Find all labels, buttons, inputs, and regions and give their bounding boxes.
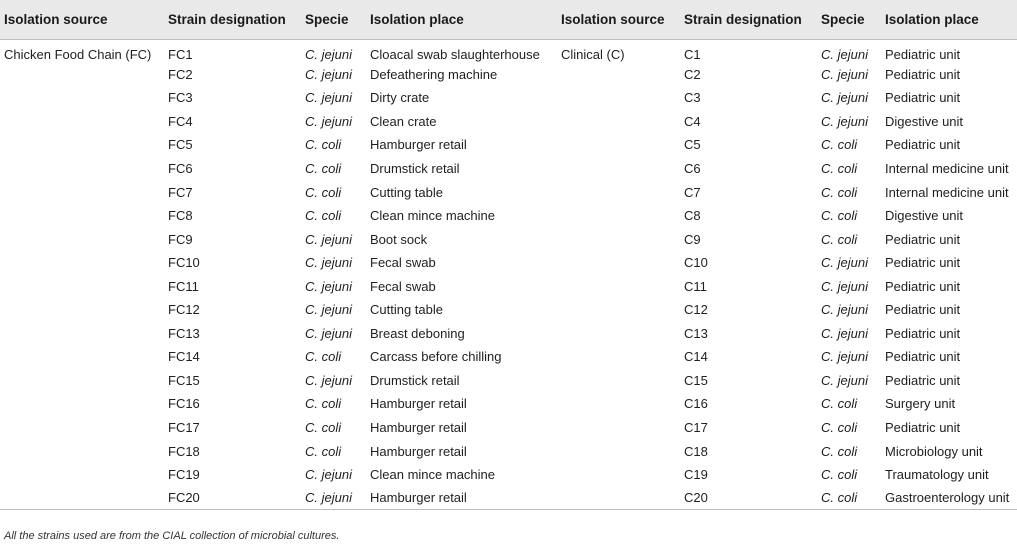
fc-specie-cell: C. jejuni	[305, 66, 352, 82]
fc-isolation-source-cell	[0, 274, 164, 298]
c-place-cell: Pediatric unit	[885, 66, 961, 82]
c-specie-cell: C. jejuni	[821, 255, 868, 271]
c-place-cell: Pediatric unit	[885, 90, 961, 106]
c-specie-cell: C. coli	[817, 486, 881, 510]
c-isolation-source-cell	[557, 322, 680, 346]
fc-strain-cell: FC18	[168, 443, 200, 459]
c-isolation-source-cell: Clinical (C)	[561, 47, 625, 63]
fc-strain-cell: FC10	[168, 255, 200, 271]
header-isolation-source-c: Isolation source	[557, 0, 680, 39]
c-specie-cell: C. jejuni	[821, 325, 868, 341]
fc-specie-cell: C. jejuni	[305, 325, 352, 341]
table-row	[0, 86, 1017, 110]
header-strain-designation-fc: Strain designation	[164, 0, 301, 39]
header-isolation-source-fc: Isolation source	[0, 0, 164, 39]
table-row	[0, 463, 1017, 487]
c-isolation-source-cell	[557, 439, 680, 463]
fc-specie-cell: C. jejuni	[305, 467, 352, 483]
fc-specie-cell: C. jejuni	[305, 372, 352, 388]
c-isolation-source-cell	[557, 463, 680, 487]
table-row	[0, 157, 1017, 181]
c-place-cell: Internal medicine unit	[885, 161, 1009, 176]
fc-isolation-source-cell	[0, 463, 164, 487]
fc-place-cell: Fecal swab	[370, 278, 436, 294]
c-isolation-source-cell	[557, 416, 680, 440]
fc-specie-cell: C. coli	[305, 396, 342, 412]
c-place-cell: Pediatric unit	[885, 255, 961, 271]
c-place-cell: Internal medicine unit	[885, 184, 1009, 200]
table-header	[0, 0, 1017, 39]
c-specie-cell: C. jejuni	[821, 278, 868, 294]
fc-strain-cell: FC8	[168, 208, 193, 224]
fc-specie-cell: C. jejuni	[305, 302, 352, 318]
c-strain-cell: C16	[684, 396, 708, 412]
c-strain-cell: C8	[684, 208, 701, 224]
c-strain-cell: C10	[684, 255, 708, 271]
table-body	[0, 39, 1017, 510]
fc-strain-cell: FC20	[164, 486, 301, 510]
c-specie-cell: C. jejuni	[821, 372, 868, 388]
fc-place-cell: Carcass before chilling	[370, 349, 502, 365]
fc-place-cell: Hamburger retail	[370, 396, 467, 412]
fc-specie-cell: C. jejuni	[305, 47, 352, 63]
fc-isolation-source-cell	[0, 439, 164, 463]
fc-strain-cell: FC14	[168, 349, 200, 365]
fc-isolation-source-cell	[0, 322, 164, 346]
c-specie-cell: C. coli	[821, 420, 858, 436]
c-specie-cell: C. coli	[821, 208, 858, 224]
c-strain-cell: C18	[684, 443, 708, 459]
c-strain-cell: C2	[684, 66, 701, 82]
table-row	[0, 110, 1017, 134]
c-strain-cell: C19	[684, 467, 708, 483]
table-row	[0, 251, 1017, 275]
c-strain-cell: C13	[684, 325, 708, 341]
fc-strain-cell: FC5	[168, 137, 193, 153]
c-place-cell: Pediatric unit	[885, 325, 961, 341]
c-place-cell: Digestive unit	[885, 208, 964, 224]
fc-strain-cell: FC4	[168, 113, 193, 129]
fc-isolation-source-cell	[0, 227, 164, 251]
table-row	[0, 345, 1017, 369]
c-specie-cell: C. coli	[821, 161, 858, 176]
table-row	[0, 274, 1017, 298]
c-isolation-source-cell	[557, 298, 680, 322]
fc-strain-cell: FC19	[168, 467, 200, 483]
fc-place-cell: Fecal swab	[370, 255, 436, 271]
c-strain-cell: C14	[684, 349, 708, 365]
c-isolation-source-cell	[557, 133, 680, 157]
c-specie-cell: C. jejuni	[821, 349, 868, 365]
fc-specie-cell: C. coli	[305, 184, 342, 200]
table-row	[0, 439, 1017, 463]
table-footnote: All the strains used are from the CIAL collection of microbial cultures.	[4, 530, 340, 542]
fc-isolation-source-cell	[0, 110, 164, 134]
header-specie-c: Specie	[817, 0, 881, 39]
fc-specie-cell: C. jejuni	[301, 486, 366, 510]
c-strain-cell: C5	[684, 137, 701, 153]
fc-specie-cell: C. coli	[305, 161, 342, 176]
fc-strain-cell: FC11	[168, 278, 199, 294]
fc-isolation-source-cell	[0, 63, 164, 87]
c-isolation-source-cell	[557, 180, 680, 204]
fc-place-cell: Hamburger retail	[370, 137, 467, 153]
fc-isolation-source-cell	[0, 486, 164, 510]
fc-isolation-source-cell	[0, 180, 164, 204]
fc-isolation-source-cell	[0, 157, 164, 181]
fc-place-cell: Clean mince machine	[370, 208, 496, 224]
c-place-cell: Gastroenterology unit	[881, 486, 1017, 510]
fc-isolation-source-cell	[0, 345, 164, 369]
fc-place-cell: Drumstick retail	[370, 161, 460, 176]
header-isolation-place-c: Isolation place	[881, 0, 1017, 39]
c-specie-cell: C. jejuni	[821, 66, 868, 82]
header-strain-designation-c: Strain designation	[680, 0, 817, 39]
fc-specie-cell: C. coli	[305, 137, 342, 153]
fc-strain-cell: FC3	[168, 90, 193, 106]
c-specie-cell: C. coli	[821, 443, 858, 459]
c-isolation-source-cell	[557, 227, 680, 251]
fc-place-cell: Hamburger retail	[366, 486, 557, 510]
table-row	[0, 486, 1017, 510]
c-strain-cell: C3	[684, 90, 701, 106]
c-strain-cell: C12	[684, 302, 708, 318]
c-strain-cell: C9	[684, 231, 701, 247]
fc-specie-cell: C. jejuni	[305, 255, 352, 271]
header-specie-fc: Specie	[301, 0, 366, 39]
table-row	[0, 322, 1017, 346]
table-row	[0, 369, 1017, 393]
fc-strain-cell: FC12	[168, 302, 200, 318]
c-place-cell: Pediatric unit	[885, 349, 961, 365]
fc-strain-cell: FC17	[168, 420, 200, 436]
fc-strain-cell: FC7	[168, 184, 193, 200]
fc-specie-cell: C. jejuni	[305, 90, 352, 106]
fc-place-cell: Breast deboning	[370, 325, 465, 341]
c-specie-cell: C. jejuni	[821, 113, 868, 129]
c-isolation-source-cell	[557, 63, 680, 87]
c-strain-cell: C15	[684, 372, 708, 388]
c-isolation-source-cell	[557, 110, 680, 134]
c-specie-cell: C. coli	[821, 137, 858, 153]
c-isolation-source-cell	[557, 251, 680, 275]
fc-place-cell: Cutting table	[370, 302, 443, 318]
c-isolation-source-cell	[557, 392, 680, 416]
fc-strain-cell: FC6	[168, 161, 193, 176]
fc-place-cell: Clean mince machine	[370, 467, 496, 483]
fc-isolation-source-cell	[0, 369, 164, 393]
c-place-cell: Digestive unit	[885, 113, 964, 129]
c-place-cell: Pediatric unit	[885, 231, 961, 247]
table-row	[0, 39, 1017, 63]
c-isolation-source-cell	[557, 86, 680, 110]
fc-strain-cell: FC15	[168, 372, 200, 388]
fc-specie-cell: C. coli	[305, 349, 342, 365]
table-row	[0, 416, 1017, 440]
c-isolation-source-cell	[557, 486, 680, 510]
fc-specie-cell: C. coli	[305, 420, 342, 436]
c-strain-cell: C6	[684, 161, 701, 176]
fc-place-cell: Boot sock	[370, 231, 428, 247]
c-specie-cell: C. jejuni	[821, 90, 868, 106]
c-specie-cell: C. coli	[821, 231, 858, 247]
fc-strain-cell: FC16	[168, 396, 200, 412]
fc-place-cell: Cloacal swab slaughterhouse	[370, 47, 540, 63]
c-strain-cell: C1	[684, 47, 701, 63]
c-strain-cell: C20	[680, 486, 817, 510]
fc-specie-cell: C. jejuni	[305, 113, 352, 129]
c-place-cell: Microbiology unit	[885, 443, 983, 459]
fc-isolation-source-cell	[0, 416, 164, 440]
fc-specie-cell: C. jejuni	[305, 278, 352, 294]
fc-specie-cell: C. jejuni	[305, 231, 352, 247]
c-strain-cell: C7	[684, 184, 701, 200]
fc-strain-cell: FC9	[168, 231, 193, 247]
c-specie-cell: C. coli	[821, 467, 858, 483]
fc-isolation-source-cell: Chicken Food Chain (FC)	[4, 47, 152, 63]
table-row	[0, 63, 1017, 87]
fc-place-cell: Dirty crate	[370, 90, 430, 106]
c-strain-cell: C17	[684, 420, 708, 436]
c-place-cell: Pediatric unit	[885, 47, 961, 63]
fc-strain-cell: FC13	[168, 325, 200, 341]
header-row	[0, 0, 1017, 39]
c-place-cell: Pediatric unit	[885, 137, 961, 153]
fc-place-cell: Cutting table	[370, 184, 443, 200]
fc-specie-cell: C. coli	[305, 443, 342, 459]
fc-isolation-source-cell	[0, 251, 164, 275]
c-isolation-source-cell	[557, 369, 680, 393]
c-specie-cell: C. coli	[821, 184, 858, 200]
table-row	[0, 392, 1017, 416]
fc-place-cell: Hamburger retail	[370, 443, 467, 459]
c-place-cell: Traumatology unit	[885, 467, 989, 483]
c-isolation-source-cell	[557, 274, 680, 298]
c-isolation-source-cell	[557, 345, 680, 369]
c-place-cell: Pediatric unit	[885, 302, 961, 318]
c-specie-cell: C. jejuni	[821, 302, 868, 318]
c-place-cell: Surgery unit	[885, 396, 956, 412]
fc-place-cell: Clean crate	[370, 113, 437, 129]
table-row	[0, 298, 1017, 322]
c-specie-cell: C. jejuni	[821, 47, 868, 63]
table-row	[0, 180, 1017, 204]
fc-isolation-source-cell	[0, 204, 164, 228]
c-isolation-source-cell	[557, 204, 680, 228]
fc-place-cell: Hamburger retail	[370, 420, 467, 436]
c-place-cell: Pediatric unit	[885, 278, 961, 294]
fc-strain-cell: FC1	[168, 47, 193, 63]
c-specie-cell: C. coli	[821, 396, 858, 412]
fc-strain-cell: FC2	[168, 66, 193, 82]
c-strain-cell: C4	[684, 113, 701, 129]
table-row	[0, 227, 1017, 251]
fc-place-cell: Defeathering machine	[370, 66, 498, 82]
table-row	[0, 204, 1017, 228]
fc-isolation-source-cell	[0, 392, 164, 416]
fc-isolation-source-cell	[0, 133, 164, 157]
c-place-cell: Pediatric unit	[885, 372, 961, 388]
fc-isolation-source-cell	[0, 298, 164, 322]
header-isolation-place-fc: Isolation place	[366, 0, 557, 39]
fc-isolation-source-cell	[0, 86, 164, 110]
table-row	[0, 133, 1017, 157]
fc-specie-cell: C. coli	[305, 208, 342, 224]
c-strain-cell: C11	[684, 278, 707, 294]
c-place-cell: Pediatric unit	[885, 420, 961, 436]
fc-place-cell: Drumstick retail	[370, 372, 460, 388]
c-isolation-source-cell	[557, 157, 680, 181]
